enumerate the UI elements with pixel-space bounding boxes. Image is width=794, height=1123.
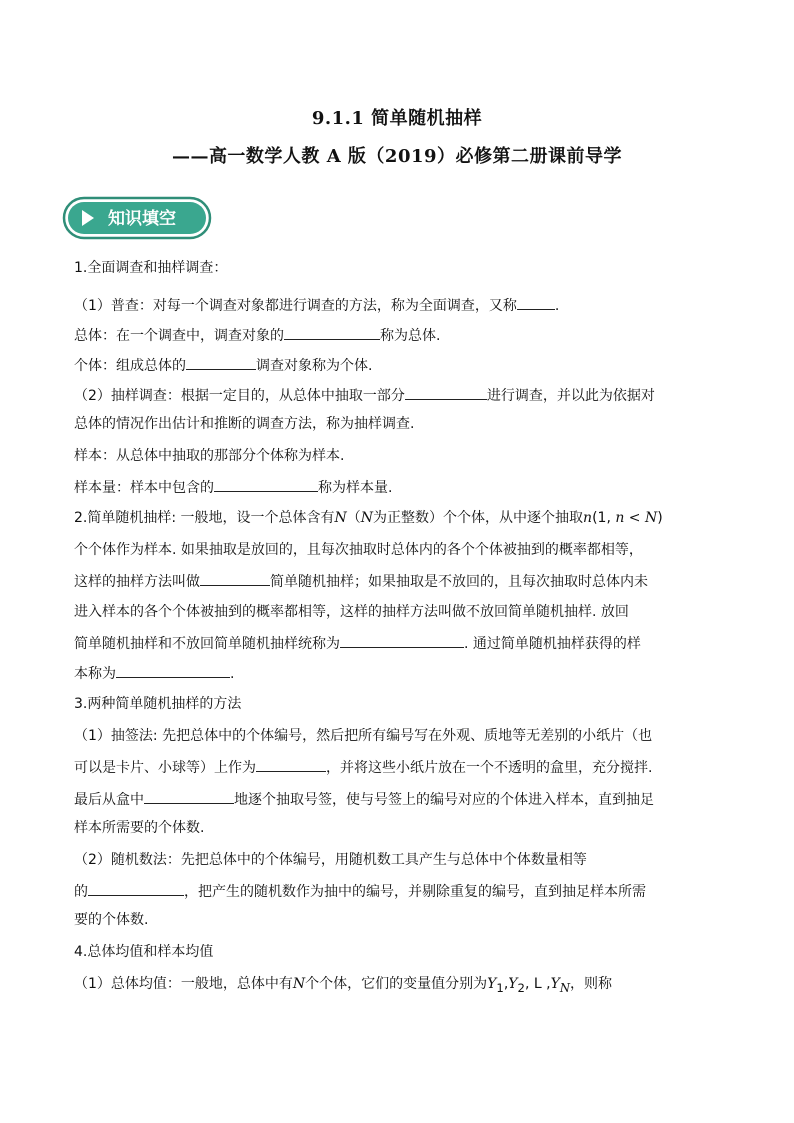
- section-badge-label: 知识填空: [108, 209, 176, 229]
- text-line: [74, 414, 414, 434]
- text-fragment: 3.两种简单随机抽样的方法: [74, 696, 242, 712]
- text-fragment: 个体：组成总体的: [74, 358, 186, 374]
- text-fragment: .: [554, 298, 560, 314]
- text-line: [74, 694, 241, 714]
- text-fragment: 简单随机抽样；如果抽取是不放回的，且每次抽取时总体内未: [270, 574, 648, 590]
- text-fragment: 要的个体数.: [74, 912, 149, 928]
- text-fragment: ,: [606, 510, 616, 526]
- text-fragment: 样本所需要的个体数.: [74, 820, 205, 836]
- text-fragment: 简单随机抽样和不放回简单随机抽样统称为: [74, 636, 340, 652]
- text-fragment: 称为样本量.: [318, 480, 393, 496]
- blank[interactable]: [284, 324, 380, 340]
- text-line: [74, 570, 648, 592]
- text-fragment: 进入样本的各个个体被抽到的概率都相等，这样的抽样方法叫做不放回简单随机抽样. 放回: [74, 604, 629, 620]
- text-line: [74, 756, 652, 778]
- text-line: [74, 910, 148, 930]
- text-line: [74, 602, 629, 622]
- text-fragment: 进行调查，并以此为依据对: [486, 388, 655, 404]
- text-line: [74, 942, 213, 962]
- text-fragment: （1）普查：对每一个调查对象都进行调查的方法，称为全面调查，又称: [74, 298, 517, 314]
- text-fragment: 个个体作为样本. 如果抽取是放回的，且每次抽取时总体内的各个个体被抽到的概率都相等，: [74, 542, 643, 558]
- text-fragment: 称为总体.: [380, 328, 441, 344]
- text-fragment: 样本：从总体中抽取的那部分个体称为样本.: [74, 448, 345, 464]
- blank[interactable]: [186, 354, 256, 370]
- text-fragment: （1）总体均值：一般地，总体中有: [74, 976, 293, 992]
- text-fragment: 的: [74, 884, 88, 900]
- text-line: [74, 446, 344, 466]
- page-title: 9.1.1 简单随机抽样: [311, 108, 483, 129]
- text-line: [74, 540, 643, 560]
- blank[interactable]: [517, 294, 555, 310]
- text-fragment: ，把产生的随机数作为抽中的编号，并剔除重复的编号，直到抽足样本所需: [184, 884, 646, 900]
- section-badge: [62, 196, 212, 240]
- text-line: （1）总体均值：一般地，总体中有N个个体，它们的变量值分别为$Y_1,Y_2$, L $,Y_N$，则称: [74, 976, 613, 995]
- text-fragment: 4.总体均值和样本均值: [74, 944, 214, 960]
- text-line: [74, 258, 227, 278]
- text-fragment: （2）随机数法：先把总体中的个体编号，用随机数工具产生与总体中个体数量相等: [74, 852, 587, 868]
- text-fragment: n < N: [615, 510, 658, 526]
- blank[interactable]: [214, 476, 318, 492]
- blank[interactable]: [256, 756, 326, 772]
- text-fragment: （: [346, 510, 361, 526]
- blank[interactable]: [340, 632, 464, 648]
- text-fragment: N: [360, 510, 374, 526]
- text-line: [74, 880, 646, 902]
- blank[interactable]: [116, 662, 230, 678]
- text-fragment: Y: [508, 976, 518, 992]
- text-fragment: 最后从盒中: [74, 792, 144, 808]
- text-line: [74, 294, 559, 316]
- text-line: [74, 662, 234, 684]
- blank[interactable]: [200, 570, 270, 586]
- blank[interactable]: [405, 384, 487, 400]
- text-fragment: N: [559, 980, 571, 995]
- text-fragment: (1: [592, 510, 607, 526]
- blank[interactable]: [144, 788, 234, 804]
- text-line: [74, 384, 655, 406]
- text-line: [74, 508, 663, 528]
- text-fragment: 调查对象称为个体.: [256, 358, 373, 374]
- text-fragment: ，则称: [570, 976, 613, 992]
- text-line: [74, 354, 372, 376]
- blank[interactable]: [88, 880, 184, 896]
- text-fragment: ): [657, 510, 663, 526]
- text-fragment: 2: [517, 980, 525, 995]
- text-fragment: .: [230, 666, 235, 682]
- text-fragment: 这样的抽样方法叫做: [74, 574, 200, 590]
- text-line: [74, 632, 641, 654]
- text-fragment: 2.简单随机抽样: 一般地，设一个总体含有: [74, 510, 335, 526]
- text-fragment: L: [533, 976, 542, 992]
- text-line: [74, 788, 654, 810]
- text-fragment: N: [334, 510, 347, 526]
- page-subtitle: ——高一数学人教 A 版（2019）必修第二册课前导学: [171, 146, 623, 167]
- text-fragment: Y: [550, 976, 560, 992]
- text-fragment: 总体的情况作出估计和推断的调查方法，称为抽样调查.: [74, 416, 415, 432]
- text-fragment: N: [292, 976, 306, 992]
- text-fragment: 为正整数）个个体，从中逐个抽取: [373, 510, 584, 526]
- text-fragment: 个个体，它们的变量值分别为: [305, 976, 488, 992]
- text-fragment: 样本量：样本中包含的: [74, 480, 214, 496]
- text-fragment: （2）抽样调查：根据一定目的，从总体中抽取一部分: [74, 388, 405, 404]
- text-fragment: 总体：在一个调查中，调查对象的: [74, 328, 284, 344]
- text-fragment: . 通过简单随机抽样获得的样: [464, 636, 641, 652]
- text-fragment: 地逐个抽取号签，使与号签上的编号对应的个体进入样本，直到抽足: [234, 792, 654, 808]
- text-fragment: 可以是卡片、小球等）上作为: [74, 760, 256, 776]
- text-line: [74, 850, 587, 870]
- text-fragment: 1: [496, 980, 504, 995]
- text-fragment: Y: [487, 976, 497, 992]
- text-line: [74, 324, 440, 346]
- text-line: [74, 818, 204, 838]
- text-fragment: 本称为: [74, 666, 116, 682]
- text-fragment: ，并将这些小纸片放在一个不透明的盒里，充分搅拌.: [326, 760, 653, 776]
- text-fragment: n: [583, 510, 593, 526]
- text-fragment: （1）抽签法: 先把总体中的个体编号，然后把所有编号写在外观、质地等无差别的小纸片（也: [74, 728, 653, 744]
- text-line: [74, 476, 392, 498]
- text-line: [74, 726, 652, 746]
- text-fragment: 1.全面调查和抽样调查：: [74, 260, 228, 276]
